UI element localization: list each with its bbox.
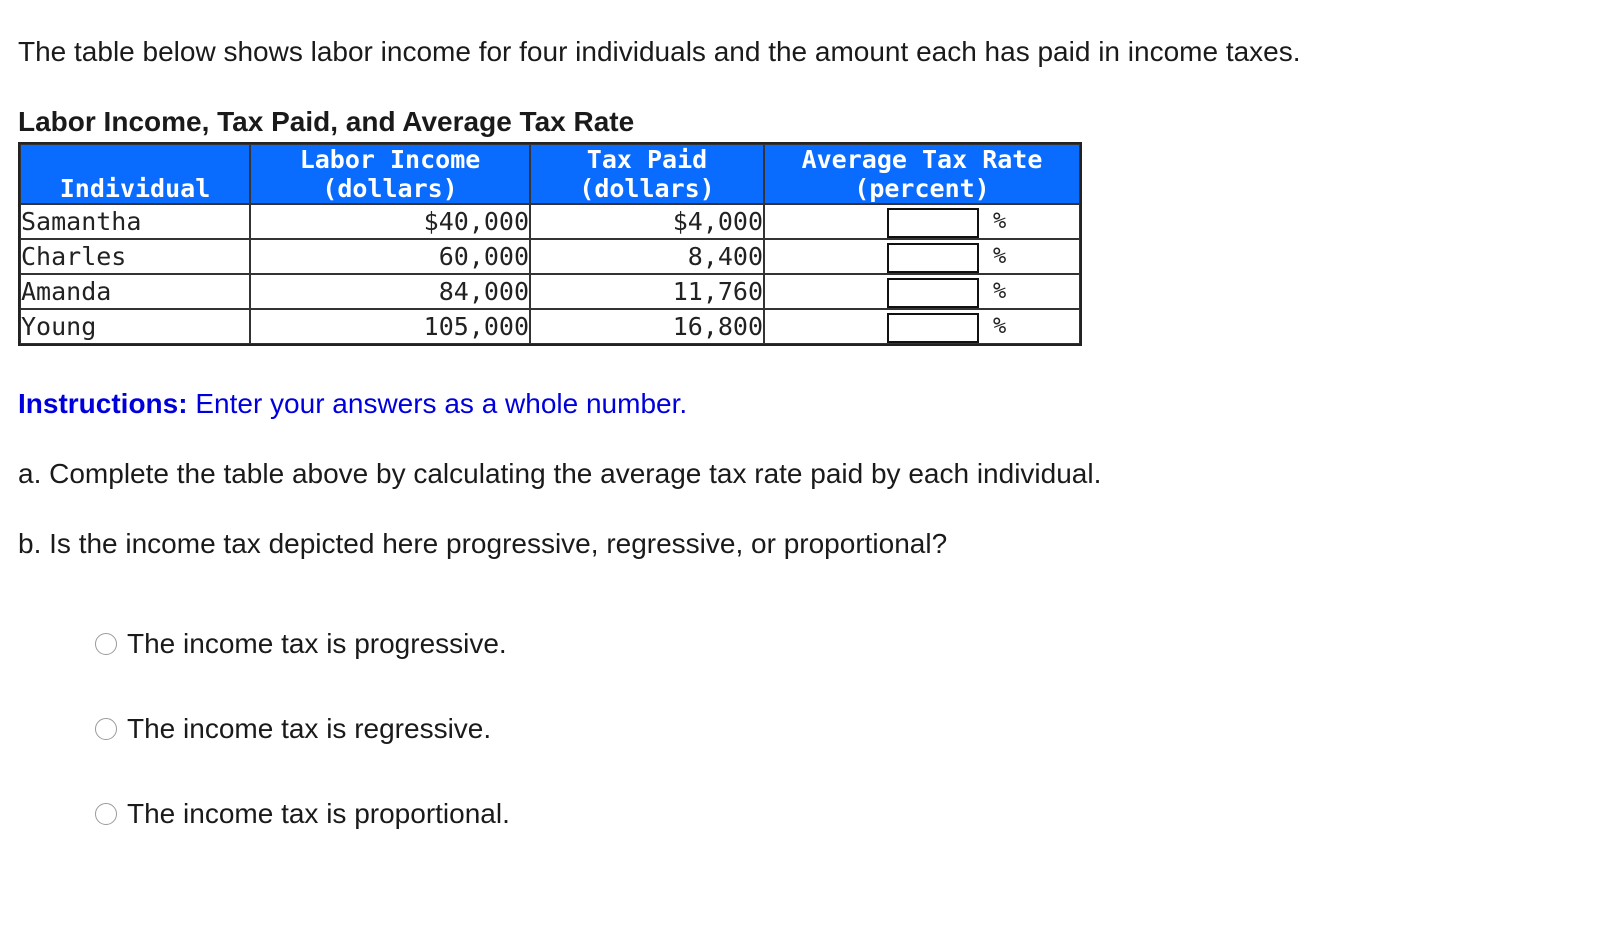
cell-individual: Young xyxy=(20,309,250,344)
table-title: Labor Income, Tax Paid, and Average Tax Rate xyxy=(18,106,635,137)
table-row xyxy=(20,239,1080,274)
cell-tax-paid: 8,400 xyxy=(530,239,764,274)
cell-rate xyxy=(764,274,1080,309)
option-label: The income tax is regressive. xyxy=(127,713,492,744)
option-proportional[interactable] xyxy=(95,796,510,832)
percent-unit: % xyxy=(993,209,1007,234)
cell-rate xyxy=(764,239,1080,274)
instructions-text: Enter your answers as a whole number. xyxy=(195,388,688,419)
instructions-lead: Instructions: xyxy=(18,388,188,419)
cell-rate xyxy=(764,204,1080,239)
header-labor-income-line1: Labor Income xyxy=(299,145,481,174)
rate-input-young[interactable] xyxy=(887,313,979,343)
header-individual xyxy=(20,144,250,204)
option-regressive[interactable] xyxy=(95,711,491,747)
cell-tax-paid: $4,000 xyxy=(530,204,764,239)
table-header-row xyxy=(20,144,1080,204)
table-row xyxy=(20,274,1080,309)
rate-input-amanda[interactable] xyxy=(887,278,979,308)
header-labor-income-line2: (dollars) xyxy=(322,174,458,203)
header-average-tax-rate xyxy=(764,144,1080,204)
cell-rate xyxy=(764,309,1080,344)
question-a: a. Complete the table above by calculating the average tax rate paid by each individual. xyxy=(18,458,1102,489)
cell-labor-income: $40,000 xyxy=(250,204,530,239)
cell-tax-paid: 16,800 xyxy=(530,309,764,344)
header-labor-income xyxy=(250,144,530,204)
cell-tax-paid: 11,760 xyxy=(530,274,764,309)
header-tax-paid xyxy=(530,144,764,204)
header-rate-line2: (percent) xyxy=(854,174,990,203)
rate-input-samantha[interactable] xyxy=(887,208,979,238)
intro-text: The table below shows labor income for four individuals and the amount each has paid in income taxes. xyxy=(18,36,1301,67)
header-tax-paid-line2: (dollars) xyxy=(579,174,715,203)
cell-individual: Charles xyxy=(20,239,250,274)
radio-button-icon[interactable] xyxy=(95,803,117,825)
option-label: The income tax is proportional. xyxy=(127,798,510,829)
radio-button-icon[interactable] xyxy=(95,633,117,655)
percent-unit: % xyxy=(993,314,1007,339)
cell-individual: Amanda xyxy=(20,274,250,309)
rate-input-charles[interactable] xyxy=(887,243,979,273)
header-individual-label: Individual xyxy=(59,174,211,203)
percent-unit: % xyxy=(993,244,1007,269)
cell-individual: Samantha xyxy=(20,204,250,239)
percent-unit: % xyxy=(993,279,1007,304)
table-row xyxy=(20,309,1080,344)
radio-button-icon[interactable] xyxy=(95,718,117,740)
option-progressive[interactable] xyxy=(95,626,507,662)
cell-labor-income: 105,000 xyxy=(250,309,530,344)
cell-labor-income: 84,000 xyxy=(250,274,530,309)
option-label: The income tax is progressive. xyxy=(127,628,507,659)
cell-labor-income: 60,000 xyxy=(250,239,530,274)
question-b: b. Is the income tax depicted here progressive, regressive, or proportional? xyxy=(18,528,948,559)
table-row xyxy=(20,204,1080,239)
header-tax-paid-line1: Tax Paid xyxy=(586,145,708,174)
instructions xyxy=(18,386,687,422)
tax-table xyxy=(18,142,1082,346)
header-rate-line1: Average Tax Rate xyxy=(801,145,1043,174)
